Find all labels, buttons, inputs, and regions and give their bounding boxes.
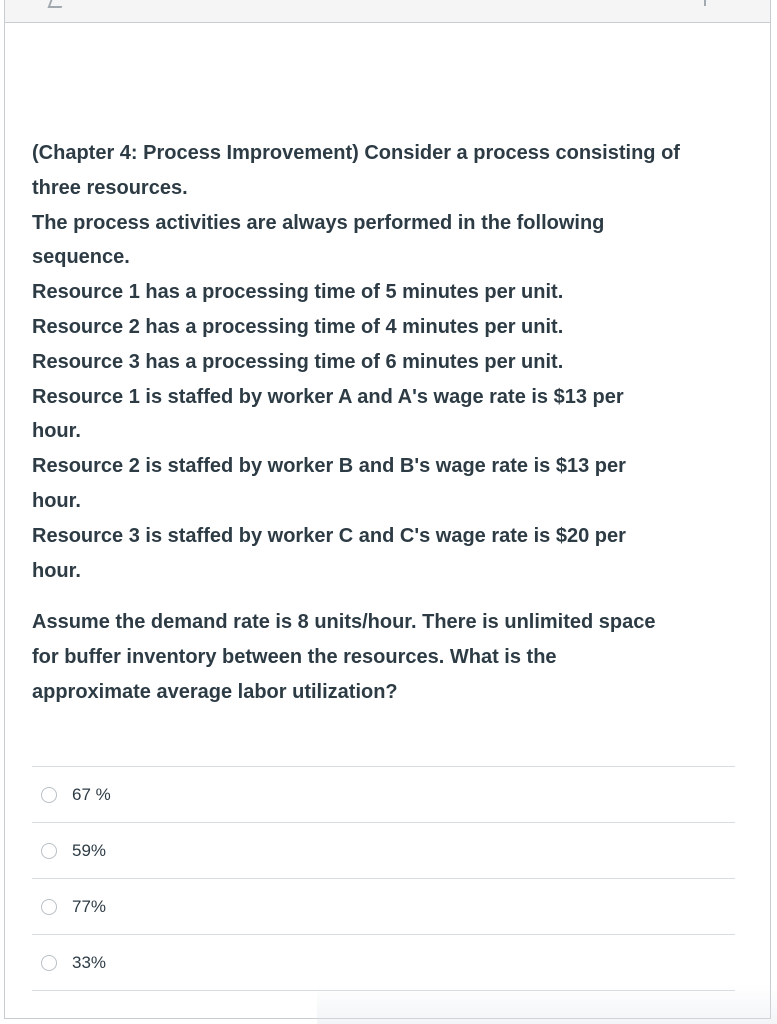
- paragraph-gap: [32, 588, 737, 605]
- question-line: Assume the demand rate is 8 units/hour. There is unlimited space: [32, 611, 656, 634]
- header-divider: [704, 0, 706, 6]
- question-line: for buffer inventory between the resources. What is the: [32, 646, 557, 669]
- answer-option-3[interactable]: [32, 879, 735, 935]
- question-line: approximate average labor utilization?: [32, 680, 398, 703]
- question-line: (Chapter 4: Process Improvement) Consider a process consisting of: [32, 142, 680, 164]
- question-line: Resource 1 has a processing time of 5 minutes per unit.: [32, 281, 564, 304]
- question-text: [32, 136, 737, 710]
- chevron-left-icon: [48, 0, 65, 8]
- question-line: Resource 3 has a processing time of 6 minutes per unit.: [32, 350, 564, 373]
- answer-label[interactable]: 67 %: [72, 784, 111, 804]
- answer-option-4[interactable]: [32, 935, 735, 991]
- radio-button[interactable]: [41, 787, 57, 803]
- radio-button[interactable]: [41, 955, 57, 971]
- question-line: Resource 2 is staffed by worker B and B's wage rate is $13 per: [32, 455, 626, 478]
- question-line: The process activities are always performed in the following: [32, 211, 605, 234]
- radio-button[interactable]: [41, 899, 57, 915]
- question-header-bar: [5, 0, 770, 23]
- question-line: Resource 1 is staffed by worker A and A's wage rate is $13 per: [32, 385, 624, 408]
- question-line: hour.: [32, 489, 81, 512]
- radio-button[interactable]: [41, 843, 57, 859]
- question-line: hour.: [32, 559, 81, 582]
- question-line: Resource 2 has a processing time of 4 minutes per unit.: [32, 315, 564, 338]
- answer-label[interactable]: 33%: [72, 952, 107, 972]
- answer-label[interactable]: 59%: [72, 840, 107, 860]
- answer-option-1[interactable]: [32, 767, 735, 823]
- question-line: Resource 3 is staffed by worker C and C's wage rate is $20 per: [32, 524, 626, 547]
- answer-list: [32, 766, 735, 991]
- question-line: hour.: [32, 420, 81, 443]
- answer-label[interactable]: 77%: [72, 896, 107, 916]
- question-line: sequence.: [32, 246, 130, 269]
- answer-option-2[interactable]: [32, 823, 735, 879]
- question-line: three resources.: [32, 176, 188, 199]
